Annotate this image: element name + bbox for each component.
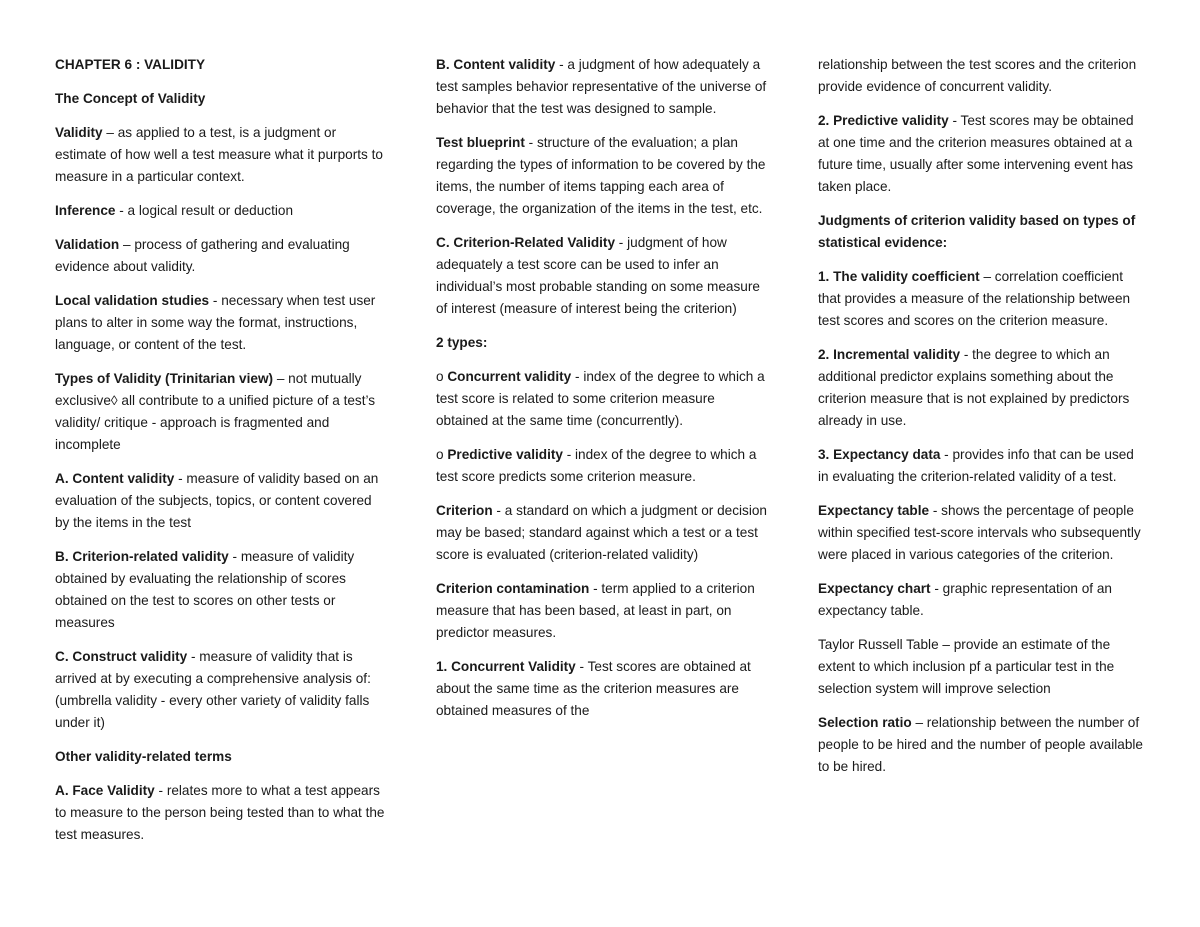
definition-construct-validity [55,646,385,734]
term: A. Face Validity [55,783,155,798]
term: Criterion contamination [436,581,590,596]
section-heading-other-terms: Other validity-related terms [55,749,232,764]
definition-criterion-related-c [436,232,768,320]
term: 2. Incremental validity [818,347,961,362]
term: Selection ratio [818,715,912,730]
term: Expectancy chart [818,581,931,596]
definition-text: - measure of validity based on an evaluation of the subjects, topics, or content covered by the items in the test [55,471,379,530]
definition-text: - structure of the evaluation; a plan regarding the types of information to be covered by the items, the number of items tapping each area of coverage, the organization of the items in the test, etc. [436,135,766,216]
term: Predictive validity [447,447,563,462]
definition-text: – process of gathering and evaluating evidence about validity. [55,237,350,274]
section-heading-judgments: Judgments of criterion validity based on types of statistical evidence: [818,213,1136,250]
definition-face-validity [55,780,385,846]
definition-validity-coefficient [818,266,1148,332]
section-heading-two-types: 2 types: [436,335,488,350]
definition-predictive [436,444,768,488]
column-2 [436,54,768,734]
term: Concurrent validity [447,369,572,384]
definition-types-of-validity [55,368,385,456]
term: 2. Predictive validity [818,113,949,128]
definition-text: - measure of validity that is arrived at by executing a comprehensive analysis of: (umbrella validity - every other variety of validity falls under it) [55,649,371,730]
term: Criterion [436,503,493,518]
term: Local validation studies [55,293,210,308]
term: 1. Concurrent Validity [436,659,576,674]
definition-test-blueprint [436,132,768,220]
definition-text: - Test scores may be obtained at one time and the criterion measures obtained at a future time, usually after some intervening event has taken place. [818,113,1134,194]
definition-text: - Test scores are obtained at about the same time as the criterion measures are obtained measures of the [436,659,751,718]
column-1 [55,54,385,858]
chapter-title: CHAPTER 6 : VALIDITY [55,57,206,72]
term: B. Criterion-related validity [55,549,229,564]
definition-validation [55,234,385,278]
term: A. Content validity [55,471,175,486]
definition-criterion-related [55,546,385,634]
definition-criterion-contamination [436,578,768,644]
definition-text: - a judgment of how adequately a test samples behavior representative of the universe of behavior that the test was designed to sample. [436,57,767,116]
definition-incremental [818,344,1148,432]
term: Validation [55,237,120,252]
definition-text: - measure of validity obtained by evaluating the relationship of scores obtained on the test to scores on other tests or measures [55,549,355,630]
column-3 [818,54,1148,790]
definition-text: – not mutually exclusive◊ all contribute to a unified picture of a test’s validity/ critique - approach is fragmented and incomplete [55,371,376,452]
continuation-text: relationship between the test scores and the criterion provide evidence of concurrent validity. [818,57,1137,94]
definition-concurrent-1 [436,656,768,722]
section-heading-concept: The Concept of Validity [55,91,206,106]
definition-inference [55,200,385,222]
definition-validity [55,122,385,188]
definition-text: - graphic representation of an expectancy table. [818,581,1112,618]
definition-text: - term applied to a criterion measure that has been based, at least in part, on predictor measures. [436,581,755,640]
term: C. Criterion-Related Validity [436,235,616,250]
definition-taylor-russell: Taylor Russell Table – provide an estimate of the extent to which inclusion pf a particular test in the selection system will improve selection [818,637,1115,696]
term: Expectancy table [818,503,930,518]
term: Validity [55,125,103,140]
definition-text: - a logical result or deduction [115,203,294,218]
term: Inference [55,203,116,218]
definition-expectancy-data [818,444,1148,488]
definition-content-validity-b [436,54,768,120]
definition-text: – relationship between the number of people to be hired and the number of people available to be hired. [818,715,1143,774]
bullet-marker: o [436,447,448,462]
definition-text: - provides info that can be used in evaluating the criterion-related validity of a test. [818,447,1134,484]
definition-text: - index of the degree to which a test score predicts some criterion measure. [436,447,757,484]
definition-text: - index of the degree to which a test score is related to some criterion measure obtained at the same time (concurrently). [436,369,765,428]
term: B. Content validity [436,57,556,72]
definition-expectancy-table [818,500,1148,566]
definition-text: – as applied to a test, is a judgment or estimate of how well a test measure what it purports to measure in a particular context. [55,125,383,184]
term: Test blueprint [436,135,525,150]
definition-local-validation [55,290,385,356]
definition-text: - the degree to which an additional predictor explains something about the criterion measure that is not explained by predictors already in use. [818,347,1130,428]
term: 1. The validity coefficient [818,269,980,284]
definition-criterion [436,500,768,566]
definition-text: - relates more to what a test appears to measure to the person being tested than to what the test measures. [55,783,385,842]
bullet-marker: o [436,369,448,384]
term: Types of Validity (Trinitarian view) [55,371,274,386]
term: C. Construct validity [55,649,188,664]
definition-selection-ratio [818,712,1148,778]
definition-text: - shows the percentage of people within specified test-score intervals who subsequently were placed in various categories of the criterion. [818,503,1141,562]
definition-content-validity [55,468,385,534]
definition-text: - necessary when test user plans to alter in some way the format, instructions, language, or content of the test. [55,293,376,352]
definition-concurrent [436,366,768,432]
definition-expectancy-chart [818,578,1148,622]
definition-text: - judgment of how adequately a test score can be used to infer an individual’s most probable standing on some measure of interest (measure of interest being the criterion) [436,235,760,316]
definition-text: – correlation coefficient that provides a measure of the relationship between test scores and scores on the criterion measure. [818,269,1131,328]
definition-text: - a standard on which a judgment or decision may be based; standard against which a test or a test score is evaluated (criterion-related validity) [436,503,767,562]
term: 3. Expectancy data [818,447,941,462]
definition-predictive-2 [818,110,1148,198]
